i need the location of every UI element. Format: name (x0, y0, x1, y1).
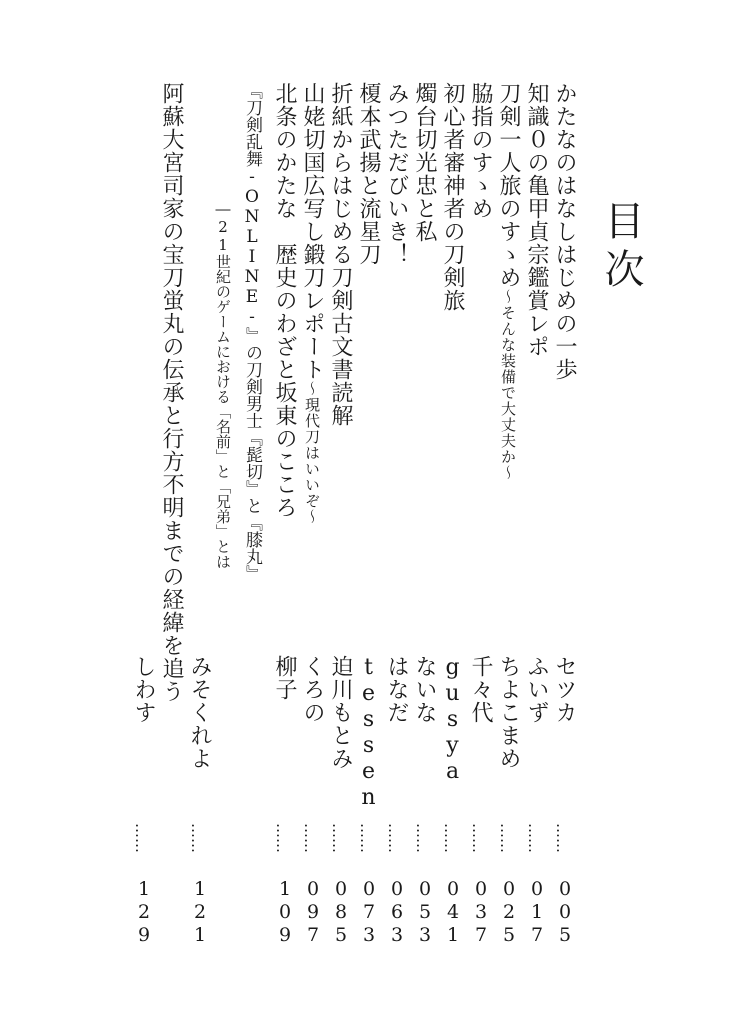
entry-page: 129 (133, 878, 155, 947)
entry-author: ふいず (524, 655, 549, 724)
toc-entry[interactable] (385, 0, 411, 1024)
entry-title: 知識０の亀甲貞宗鑑賞レポ (524, 82, 549, 358)
toc-entry[interactable] (469, 0, 495, 1024)
entry-title-block (497, 82, 519, 481)
entry-leader: …… (273, 823, 291, 853)
entry-page: 085 (330, 878, 352, 947)
entry-author: みそくれよ (187, 655, 212, 770)
toc-entry-subtitle-column (215, 0, 235, 1024)
entry-subtitle: ―21世紀のゲームにおける「名前」と「兄弟」とは (214, 200, 232, 569)
entry-title: 榎本武揚と流星刀 (356, 82, 381, 266)
toc-entry[interactable] (413, 0, 439, 1024)
entry-author: ちよこまめ (496, 655, 521, 770)
entry-leader: …… (469, 823, 487, 853)
entry-title: 燭台切光忠と私 (412, 82, 437, 243)
entry-author: はなだ (384, 655, 409, 724)
toc-entry[interactable] (329, 0, 355, 1024)
entry-page: 109 (274, 878, 296, 947)
entry-title: かたなのはなしはじめの一歩 (552, 82, 577, 381)
toc-entry[interactable] (441, 0, 467, 1024)
toc-entry[interactable] (273, 0, 299, 1024)
toc-entry-meta[interactable] (188, 0, 214, 1024)
entry-title: 『刀剣乱舞-ONLINE-』の刀剣男士『髭切』と『膝丸』 (242, 82, 262, 582)
entry-leader: …… (357, 823, 375, 853)
toc-entry-meta[interactable] (132, 0, 158, 1024)
entry-leader: …… (385, 823, 403, 853)
toc-entry[interactable] (160, 0, 186, 1024)
entry-page: 053 (414, 878, 436, 947)
toc-entry[interactable] (357, 0, 383, 1024)
entry-title: 脇指のすゝめ (468, 82, 493, 220)
entry-author: gusya (440, 655, 465, 785)
entry-author: くろの (300, 655, 325, 724)
entry-title-note: ～そんな装備で大丈夫か～ (499, 289, 517, 481)
entry-author: しわす (131, 655, 156, 724)
entry-leader: …… (497, 823, 515, 853)
page-title: 目次 (598, 200, 644, 296)
entry-page: 063 (386, 878, 408, 947)
entry-title: 折紙からはじめる刀剣古文書読解 (328, 82, 353, 427)
entry-leader: …… (329, 823, 347, 853)
entry-page: 017 (526, 878, 548, 947)
entry-leader: …… (301, 823, 319, 853)
entry-page: 025 (498, 878, 520, 947)
entry-author: 柳子 (272, 655, 297, 701)
toc-entry[interactable] (497, 0, 523, 1024)
entry-page: 121 (189, 878, 211, 947)
entry-leader: …… (413, 823, 431, 853)
entry-author: 迫川もとみ (328, 655, 353, 770)
entry-author: tessen (356, 655, 381, 811)
entry-page: 097 (302, 878, 324, 947)
entry-title: 刀剣一人旅のすゝめ (496, 82, 521, 289)
entry-title: 阿蘇大宮司家の宝刀蛍丸の伝承と行方不明までの経緯を追う (159, 82, 184, 703)
entry-author: ないな (412, 655, 437, 724)
entry-author: セツカ (552, 655, 577, 724)
entry-title: 山姥切国広写し鍛刀レポート (300, 82, 325, 381)
entry-page: 041 (442, 878, 464, 947)
entry-page: 073 (358, 878, 380, 947)
entry-title: 初心者審神者の刀剣旅 (440, 82, 465, 312)
entry-title: みつただびいき！ (384, 82, 409, 266)
entry-title-note: ～現代刀はいいぞ～ (303, 381, 321, 525)
entry-title: 北条のかたな 歴史のわざと坂東のこころ (272, 82, 297, 519)
entry-leader: …… (441, 823, 459, 853)
entry-leader: …… (553, 823, 571, 853)
toc-entry[interactable] (553, 0, 579, 1024)
entry-title-block (301, 82, 323, 525)
entry-leader: …… (188, 823, 206, 853)
entry-page: 005 (554, 878, 576, 947)
entry-page: 037 (470, 878, 492, 947)
entry-author: 千々代 (468, 655, 493, 724)
toc-entry[interactable] (301, 0, 327, 1024)
toc-entry[interactable] (525, 0, 551, 1024)
entry-leader: …… (525, 823, 543, 853)
toc-entry[interactable] (243, 0, 269, 1024)
entry-leader: …… (132, 823, 150, 853)
